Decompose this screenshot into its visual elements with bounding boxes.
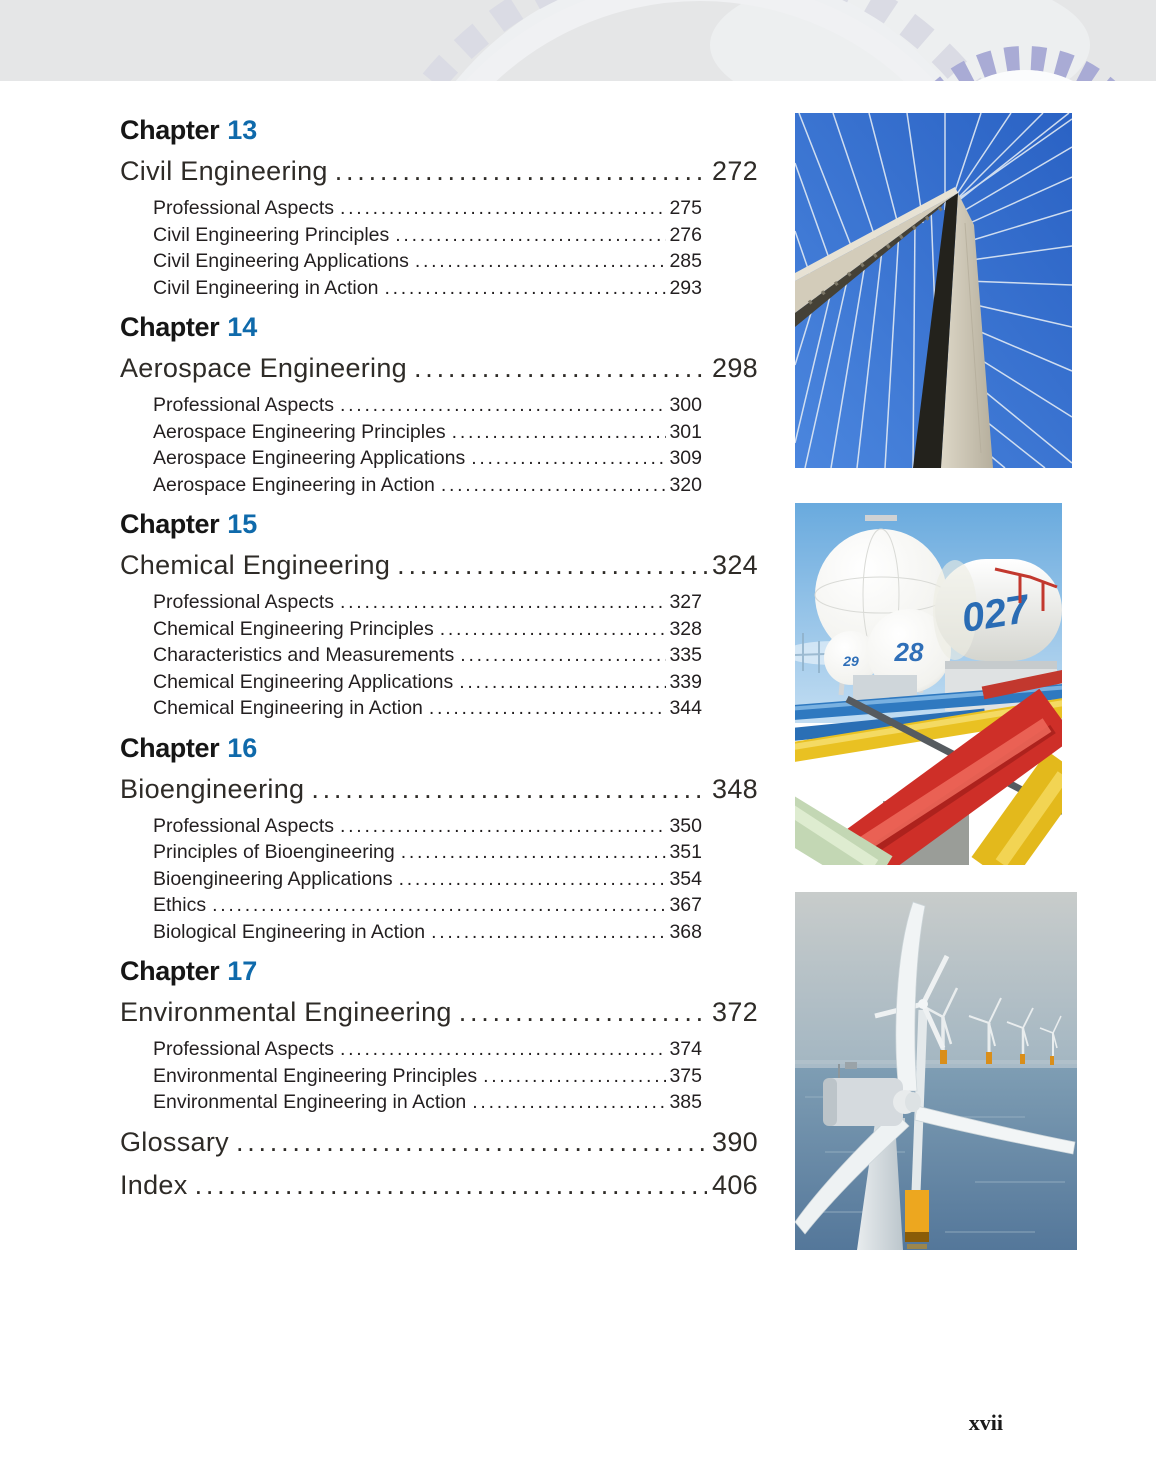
page-number: xvii — [968, 1410, 1003, 1435]
toc-section-row — [153, 813, 702, 840]
header-decoration — [0, 0, 1156, 81]
section-title: Ethics — [153, 894, 207, 916]
toc-glossary-row — [120, 1125, 758, 1159]
section-page-number: 374 — [669, 1038, 702, 1060]
section-title: Professional Aspects — [153, 197, 335, 219]
chapter-heading — [120, 112, 758, 148]
section-page-number: 335 — [669, 644, 702, 666]
section-title: Chemical Engineering Principles — [153, 617, 434, 640]
chapter-title: Aerospace Engineering — [120, 353, 407, 383]
dot-leader — [460, 642, 666, 669]
section-title: Aerospace Engineering Applications — [153, 447, 466, 469]
toc-section-row — [153, 669, 702, 696]
section-title: Professional Aspects — [153, 591, 335, 613]
chapter-page-number: 298 — [712, 353, 758, 383]
chapter-page-number: 324 — [712, 550, 758, 580]
toc-chapter-block — [120, 730, 758, 946]
section-page-number: 300 — [669, 394, 702, 416]
toc-section-row — [153, 275, 702, 302]
section-page-number: 327 — [669, 591, 702, 613]
section-title: Professional Aspects — [153, 394, 335, 416]
tank-number-28: 28 — [894, 637, 924, 667]
table-of-contents — [120, 112, 758, 1202]
chapter-title: Chemical Engineering — [120, 550, 391, 580]
toc-section-row — [153, 866, 702, 893]
toc-chapter-block — [120, 309, 758, 498]
dot-leader — [483, 1063, 666, 1090]
dot-leader — [414, 351, 707, 385]
toc-section-row — [153, 1063, 702, 1090]
dot-leader — [459, 995, 707, 1029]
chapter-title: Bioengineering — [120, 773, 305, 804]
chapter-heading — [120, 309, 758, 345]
dot-leader — [340, 813, 666, 840]
toc-section-row — [153, 642, 702, 669]
dot-leader — [431, 919, 666, 946]
tank-number-29: 29 — [843, 653, 859, 669]
chapter-page-number: 348 — [712, 773, 758, 804]
section-page-number: 344 — [669, 697, 702, 719]
toc-section-row — [153, 892, 702, 919]
dot-leader — [429, 695, 667, 722]
chapter-label: Chapter — [120, 312, 220, 342]
toc-section-row — [153, 616, 702, 643]
toc-chapter-block — [120, 953, 758, 1116]
chapter-heading — [120, 506, 758, 542]
chapter-heading — [120, 953, 758, 989]
section-title: Environmental Engineering Principles — [153, 1064, 478, 1087]
section-title: Civil Engineering in Action — [153, 276, 379, 299]
dot-leader — [440, 616, 667, 643]
dot-leader — [472, 1089, 666, 1116]
section-page-number: 328 — [669, 617, 702, 640]
section-title: Civil Engineering Applications — [153, 250, 409, 272]
toc-section-row — [153, 472, 702, 499]
dot-leader — [384, 275, 666, 302]
toc-section-row — [153, 445, 702, 472]
section-page-number: 276 — [669, 223, 702, 246]
toc-chapter-row — [120, 548, 758, 582]
dot-leader — [395, 222, 666, 249]
dot-leader — [311, 772, 707, 806]
section-page-number: 351 — [669, 841, 702, 863]
toc-chapter-row — [120, 772, 758, 806]
section-title: Bioengineering Applications — [153, 867, 393, 890]
section-title: Characteristics and Measurements — [153, 644, 455, 666]
section-title: Chemical Engineering Applications — [153, 670, 454, 693]
tank-number-027: 027 — [958, 587, 1032, 641]
chapter-title: Civil Engineering — [120, 156, 328, 186]
toc-section-row — [153, 589, 702, 616]
section-page-number: 375 — [669, 1064, 702, 1087]
dot-leader — [471, 445, 666, 472]
dot-leader — [236, 1125, 707, 1159]
section-title: Professional Aspects — [153, 814, 335, 837]
dot-leader — [212, 892, 666, 919]
toc-chapter-block — [120, 112, 758, 301]
toc-index-row — [120, 1168, 758, 1202]
toc-section-row — [153, 222, 702, 249]
chapter-number: 16 — [227, 732, 258, 763]
dot-leader — [415, 248, 667, 275]
gear-watermark-graphic — [0, 0, 1156, 81]
toc-section-row — [153, 248, 702, 275]
chapter-page-number: 372 — [712, 997, 758, 1027]
section-title: Principles of Bioengineering — [153, 841, 395, 863]
photo-cable-stayed-bridge — [795, 113, 1072, 468]
section-page-number: 368 — [669, 920, 702, 943]
toc-chapter-row — [120, 995, 758, 1029]
index-title: Index — [120, 1169, 188, 1200]
section-page-number: 339 — [669, 670, 702, 693]
glossary-title: Glossary — [120, 1126, 229, 1157]
photo-offshore-wind-farm — [795, 892, 1077, 1250]
section-title: Civil Engineering Principles — [153, 223, 390, 246]
dot-leader — [452, 419, 667, 446]
dot-leader — [401, 839, 667, 866]
section-title: Biological Engineering in Action — [153, 920, 426, 943]
chapter-label: Chapter — [120, 115, 220, 145]
section-title: Aerospace Engineering Principles — [153, 420, 446, 443]
pipes — [795, 675, 1062, 865]
section-page-number: 285 — [669, 250, 702, 272]
chapter-heading — [120, 730, 758, 766]
chapter-label: Chapter — [120, 732, 220, 763]
dot-leader — [340, 589, 666, 616]
dot-leader — [441, 472, 667, 499]
dot-leader — [335, 154, 707, 188]
toc-section-row — [153, 392, 702, 419]
section-page-number: 275 — [669, 197, 702, 219]
section-page-number: 301 — [669, 420, 702, 443]
index-page-number: 406 — [712, 1169, 758, 1200]
chapter-number: 13 — [227, 115, 258, 145]
section-title: Chemical Engineering in Action — [153, 697, 423, 719]
toc-chapter-block — [120, 506, 758, 722]
section-page-number: 320 — [669, 473, 702, 496]
dot-leader — [397, 548, 707, 582]
toc-section-row — [153, 1089, 702, 1116]
dot-leader — [340, 1036, 666, 1063]
chapter-number: 14 — [227, 312, 258, 342]
section-title: Environmental Engineering in Action — [153, 1091, 467, 1113]
chapter-page-number: 272 — [712, 156, 758, 186]
toc-section-row — [153, 919, 702, 946]
chapter-label: Chapter — [120, 956, 220, 986]
dot-leader — [195, 1168, 707, 1202]
toc-backmatter — [120, 1125, 758, 1202]
toc-section-row — [153, 195, 702, 222]
dot-leader — [399, 866, 667, 893]
section-page-number: 309 — [669, 447, 702, 469]
section-page-number: 367 — [669, 894, 702, 916]
section-page-number: 385 — [669, 1091, 702, 1113]
toc-section-row — [153, 695, 702, 722]
photo-chemical-plant-pipes — [795, 503, 1062, 865]
glossary-page-number: 390 — [712, 1126, 758, 1157]
section-page-number: 293 — [669, 276, 702, 299]
chapter-title: Environmental Engineering — [120, 997, 452, 1027]
chapter-label: Chapter — [120, 509, 220, 539]
section-title: Aerospace Engineering in Action — [153, 473, 435, 496]
dot-leader — [340, 195, 666, 222]
section-page-number: 354 — [669, 867, 702, 890]
section-page-number: 350 — [669, 814, 702, 837]
dot-leader — [340, 392, 666, 419]
dot-leader — [459, 669, 666, 696]
toc-chapter-row — [120, 351, 758, 385]
chapter-number: 17 — [227, 956, 258, 986]
toc-chapter-row — [120, 154, 758, 188]
section-title: Professional Aspects — [153, 1038, 335, 1060]
chapter-number: 15 — [227, 509, 258, 539]
toc-section-row — [153, 1036, 702, 1063]
toc-section-row — [153, 419, 702, 446]
toc-section-row — [153, 839, 702, 866]
